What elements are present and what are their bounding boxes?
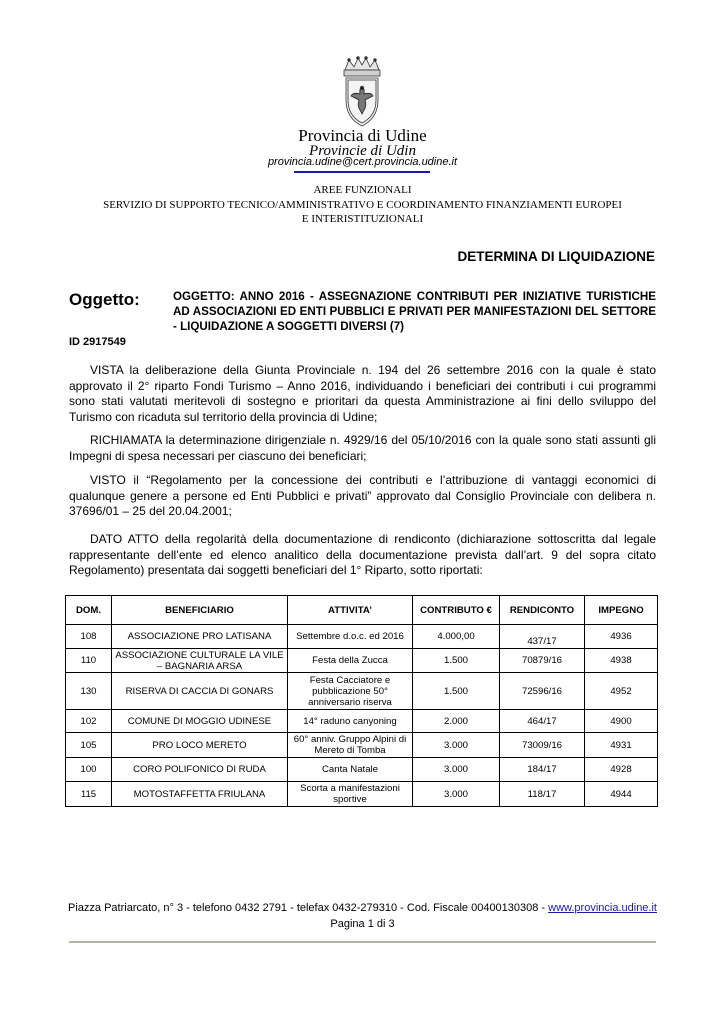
- cell-contributo: 1.500: [413, 673, 500, 710]
- column-header-dom: DOM.: [66, 596, 112, 625]
- table-row: [66, 758, 658, 782]
- table-header-row: [66, 596, 658, 625]
- department-line-2: SERVIZIO DI SUPPORTO TECNICO/AMMINISTRATIVO E COORDINAMENTO FINANZIAMENTI EUROPEI: [103, 199, 622, 211]
- table-row: [66, 733, 658, 758]
- cell-rendiconto: 464/17: [500, 710, 585, 733]
- cell-contributo: 1.500: [413, 649, 500, 673]
- paragraph-dato-atto: DATO ATTO della regolarità della documentazione di rendiconto (dichiarazione sottoscritta dal legale rappresentante dell’ente ed elenco analitico della documentazione prevista dall’art. 9 del sopra citato Regolamento) presentata dai soggetti beneficiari del 1° Riparto, sotto riportati:: [69, 532, 656, 577]
- cell-attivita: Canta Natale: [288, 758, 413, 782]
- cell-beneficiario: MOTOSTAFFETTA FRIULANA: [112, 782, 288, 807]
- table-row: [66, 625, 658, 649]
- cell-attivita: Festa della Zucca: [288, 649, 413, 673]
- footer-website-link[interactable]: www.provincia.udine.it: [548, 902, 657, 914]
- cell-impegno: 4952: [585, 673, 658, 710]
- cell-rendiconto: 118/17: [500, 782, 585, 807]
- beneficiaries-table: [65, 595, 658, 807]
- organization-name-friulian: Provincie di Udin: [309, 143, 416, 159]
- cell-dom: 100: [66, 758, 112, 782]
- column-header-impegno: IMPEGNO: [585, 596, 658, 625]
- cell-beneficiario: ASSOCIAZIONE CULTURALE LA VILE – BAGNARIA ARSA: [112, 649, 288, 673]
- paragraph-vista-delibera: VISTA la deliberazione della Giunta Provinciale n. 194 del 26 settembre 2016 con la quale è stato approvato il 2° riparto Fondi Turismo – Anno 2016, individuando i beneficiari dei contributi i cui programmi sono stati valutati meritevoli di sostegno e prioritari da questa Amministrazione ai fini dello sviluppo del Turismo con ricaduta sul territorio della provincia di Udine;: [69, 363, 656, 424]
- footer-address: [0, 902, 725, 915]
- cell-impegno: 4931: [585, 733, 658, 758]
- department-line-1: AREE FUNZIONALI: [313, 184, 412, 196]
- cell-attivita: Scorta a manifestazioni sportive: [288, 782, 413, 807]
- pec-email: provincia.udine@cert.provincia.udine.it: [267, 156, 458, 168]
- subject-label: Oggetto:: [69, 290, 140, 309]
- cell-dom: 115: [66, 782, 112, 807]
- cell-rendiconto: 70879/16: [500, 649, 585, 673]
- table-row: [66, 782, 658, 807]
- header-divider: [294, 171, 430, 173]
- cell-impegno: 4928: [585, 758, 658, 782]
- cell-rendiconto: 73009/16: [500, 733, 585, 758]
- cell-rendiconto: 184/17: [500, 758, 585, 782]
- table-row: [66, 673, 658, 710]
- cell-dom: 102: [66, 710, 112, 733]
- cell-beneficiario: PRO LOCO MERETO: [112, 733, 288, 758]
- cell-impegno: 4944: [585, 782, 658, 807]
- province-crest-logo: [339, 56, 385, 128]
- cell-attivita: 14° raduno canyoning: [288, 710, 413, 733]
- cell-dom: 130: [66, 673, 112, 710]
- cell-beneficiario: COMUNE DI MOGGIO UDINESE: [112, 710, 288, 733]
- cell-attivita: 60° anniv. Gruppo Alpini di Mereto di Tomba: [288, 733, 413, 758]
- table-row: [66, 649, 658, 673]
- cell-beneficiario: ASSOCIAZIONE PRO LATISANA: [112, 625, 288, 649]
- cell-contributo: 3.000: [413, 733, 500, 758]
- paragraph-richiamata: RICHIAMATA la determinazione dirigenziale n. 4929/16 del 05/10/2016 con la quale sono stati assunti gli Impegni di spesa necessari per ciascuno dei beneficiari;: [69, 433, 656, 463]
- footer-divider: [69, 941, 656, 943]
- cell-rendiconto: 437/17: [500, 625, 585, 649]
- footer-address-text: Piazza Patriarcato, n° 3 - telefono 0432 2791 - telefax 0432-279310 - Cod. Fiscale 00400130308 -: [68, 902, 549, 914]
- column-header-beneficiario: BENEFICIARIO: [112, 596, 288, 625]
- cell-rendiconto: 72596/16: [500, 673, 585, 710]
- cell-contributo: 4.000,00: [413, 625, 500, 649]
- cell-impegno: 4900: [585, 710, 658, 733]
- paragraph-visto-regolamento: VISTO il “Regolamento per la concessione dei contributi e l’attribuzione di vantaggi economici di qualunque genere a persone ed Enti Pubblici e privati” approvato dal Consiglio Provinciale con delibera n. 37696/01 – 25 del 20.04.2001;: [69, 473, 656, 518]
- cell-impegno: 4938: [585, 649, 658, 673]
- column-header-contributo: CONTRIBUTO €: [413, 596, 500, 625]
- subject-text: OGGETTO: ANNO 2016 - ASSEGNAZIONE CONTRIBUTI PER INIZIATIVE TURISTICHE AD ASSOCIAZIONI ED ENTI PUBBLICI E PRIVATI PER MANIFESTAZIONI DEL SETTORE - LIQUIDAZIONE A SOGGETTI DIVERSI (7): [173, 290, 656, 333]
- table-row: [66, 710, 658, 733]
- cell-dom: 110: [66, 649, 112, 673]
- cell-dom: 108: [66, 625, 112, 649]
- column-header-attivita: ATTIVITA’: [288, 596, 413, 625]
- department-line-3: E INTERISTITUZIONALI: [301, 213, 424, 225]
- cell-beneficiario: RISERVA DI CACCIA DI GONARS: [112, 673, 288, 710]
- document-type-title: DETERMINA DI LIQUIDAZIONE: [457, 249, 655, 264]
- cell-beneficiario: CORO POLIFONICO DI RUDA: [112, 758, 288, 782]
- organization-name: Provincia di Udine: [298, 126, 427, 145]
- cell-contributo: 3.000: [413, 758, 500, 782]
- cell-attivita: Festa Cacciatore e pubblicazione 50° anniversario riserva: [288, 673, 413, 710]
- cell-attivita: Settembre d.o.c. ed 2016: [288, 625, 413, 649]
- document-id: ID 2917549: [69, 336, 126, 348]
- cell-impegno: 4936: [585, 625, 658, 649]
- page-number: Pagina 1 di 3: [330, 918, 395, 930]
- column-header-rendiconto: RENDICONTO: [500, 596, 585, 625]
- cell-contributo: 3.000: [413, 782, 500, 807]
- cell-dom: 105: [66, 733, 112, 758]
- cell-contributo: 2.000: [413, 710, 500, 733]
